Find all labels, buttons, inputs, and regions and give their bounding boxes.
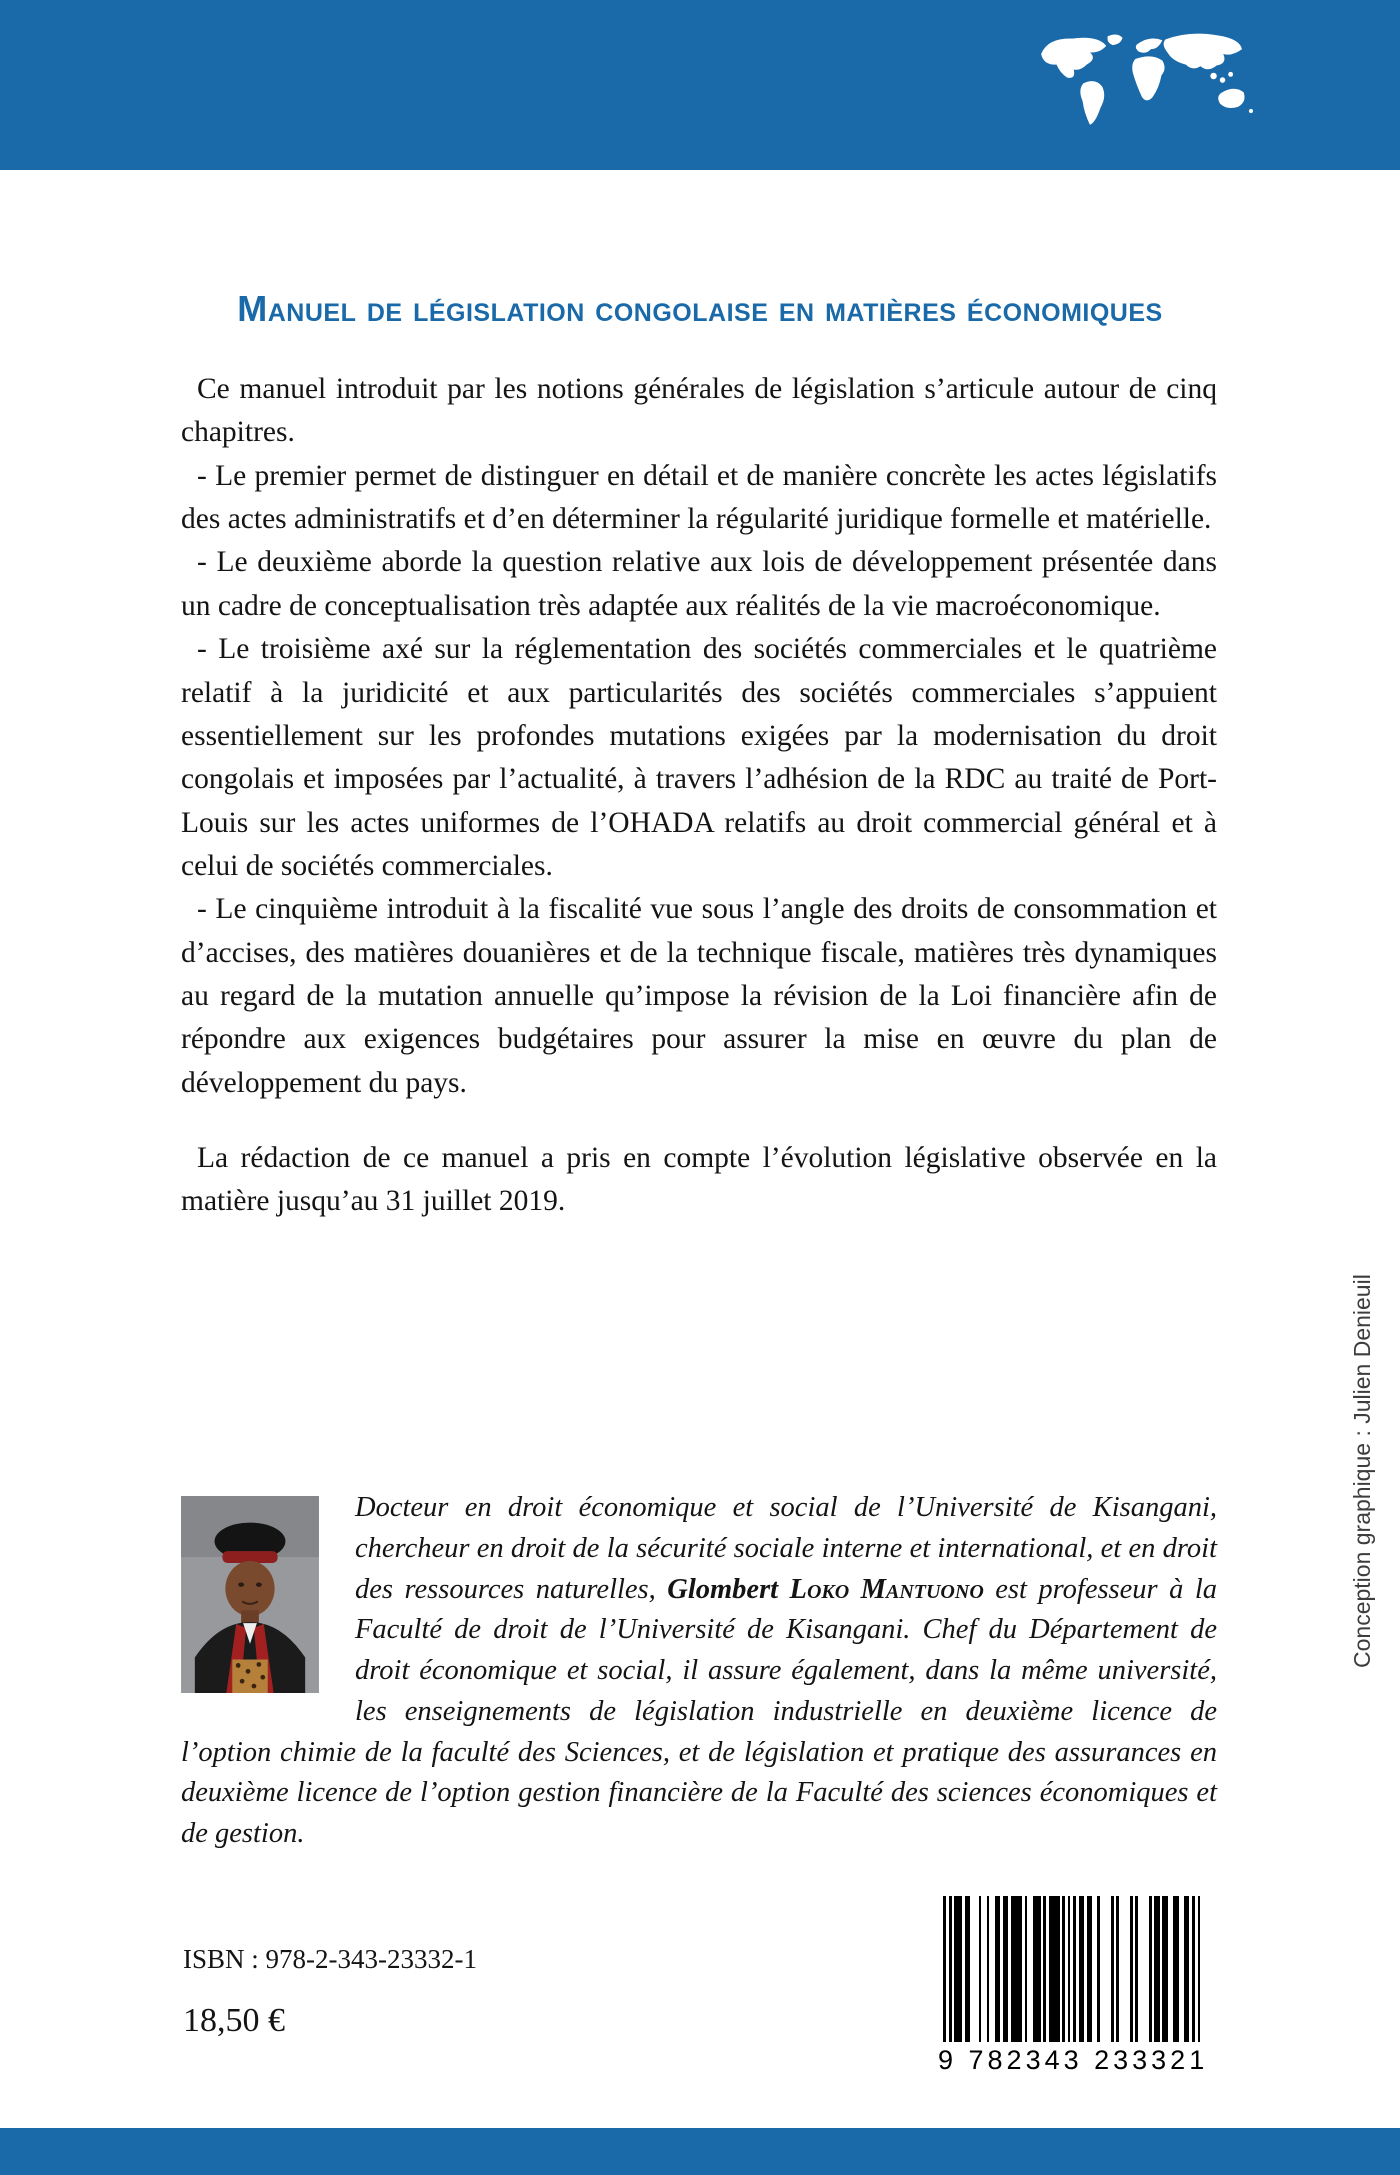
barcode: [938, 1896, 1209, 2076]
summary-paragraph: Ce manuel introduit par les notions générales de législation s’articule autour de cinq chapitres.: [181, 373, 1217, 449]
top-band: [0, 0, 1400, 170]
summary-paragraph: - Le cinquième introduit à la fiscalité vue sous l’angle des droits de consommation et d’accises, des matières douanières et de la technique fiscale, matières très dynamiques au regard de la mutation annuelle qu’impose la révision de la Loi financière afin de répondre aux exigences budgétaires pour assurer la mise en œuvre du plan de développement du pays.: [181, 893, 1217, 1099]
isbn-label: ISBN : 978-2-343-23332-1: [183, 1944, 477, 1974]
summary-paragraph: - Le troisième axé sur la réglementation des sociétés commerciales et le quatrième relatif à la juridicité et aux particularités des sociétés commerciales s’appuient essentiellement sur les profondes mutations exigées par la modernisation du droit congolais et imposées par l’actualité, à travers l’adhésion de la RDC au traité de Port-Louis sur les actes uniformes de l’OHADA relatifs au droit commercial général et à celui de sociétés commerciales.: [181, 633, 1217, 882]
summary-paragraph: - Le premier permet de distinguer en détail et de manière concrète les actes législatifs des actes administratifs et d’en déterminer la régularité juridique formelle et matérielle.: [181, 459, 1217, 536]
bio-text: est professeur à la Faculté de droit de l’Université de Kisangani. Chef du Département de droit économique et social, il assure également, dans la même université, les enseignements de législation industrielle en deuxième licence de l’option chimie de la faculté des Sciences, et de législation et pratique des assurances en deuxième licence de l’option gestion financière de la Faculté des sciences économiques et de gestion.: [181, 1573, 1217, 1849]
back-cover-summary: [181, 368, 1217, 1224]
book-title: Manuel de législation congolaise en matières économiques: [237, 288, 1163, 329]
world-map-icon: [1020, 28, 1290, 150]
author-portrait: [181, 1496, 319, 1693]
bio-text: Docteur en droit économique et social de l’Université de Kisangani, chercheur en droit de la sécurité sociale interne et international, et en droit des ressources naturelles,: [355, 1492, 1217, 1605]
barcode-bars: [938, 1896, 1206, 2042]
design-credit: Conception graphique : Julien Denieuil: [1349, 1274, 1375, 1668]
summary-paragraph: - Le deuxième aborde la question relative aux lois de développement présentée dans un cadre de conceptualisation très adaptée aux réalités de la vie macroéconomique.: [181, 546, 1217, 622]
barcode-number: 9 782343 233321: [938, 2045, 1209, 2075]
author-bio: [181, 1488, 1217, 1855]
summary-paragraph: La rédaction de ce manuel a pris en compte l’évolution législative observée en la matière jusqu’au 31 juillet 2019.: [181, 1142, 1217, 1218]
price-label: 18,50 €: [183, 2002, 285, 2039]
author-name: Glombert Loko Mantuono: [667, 1573, 984, 1605]
bottom-band: [0, 2128, 1400, 2175]
